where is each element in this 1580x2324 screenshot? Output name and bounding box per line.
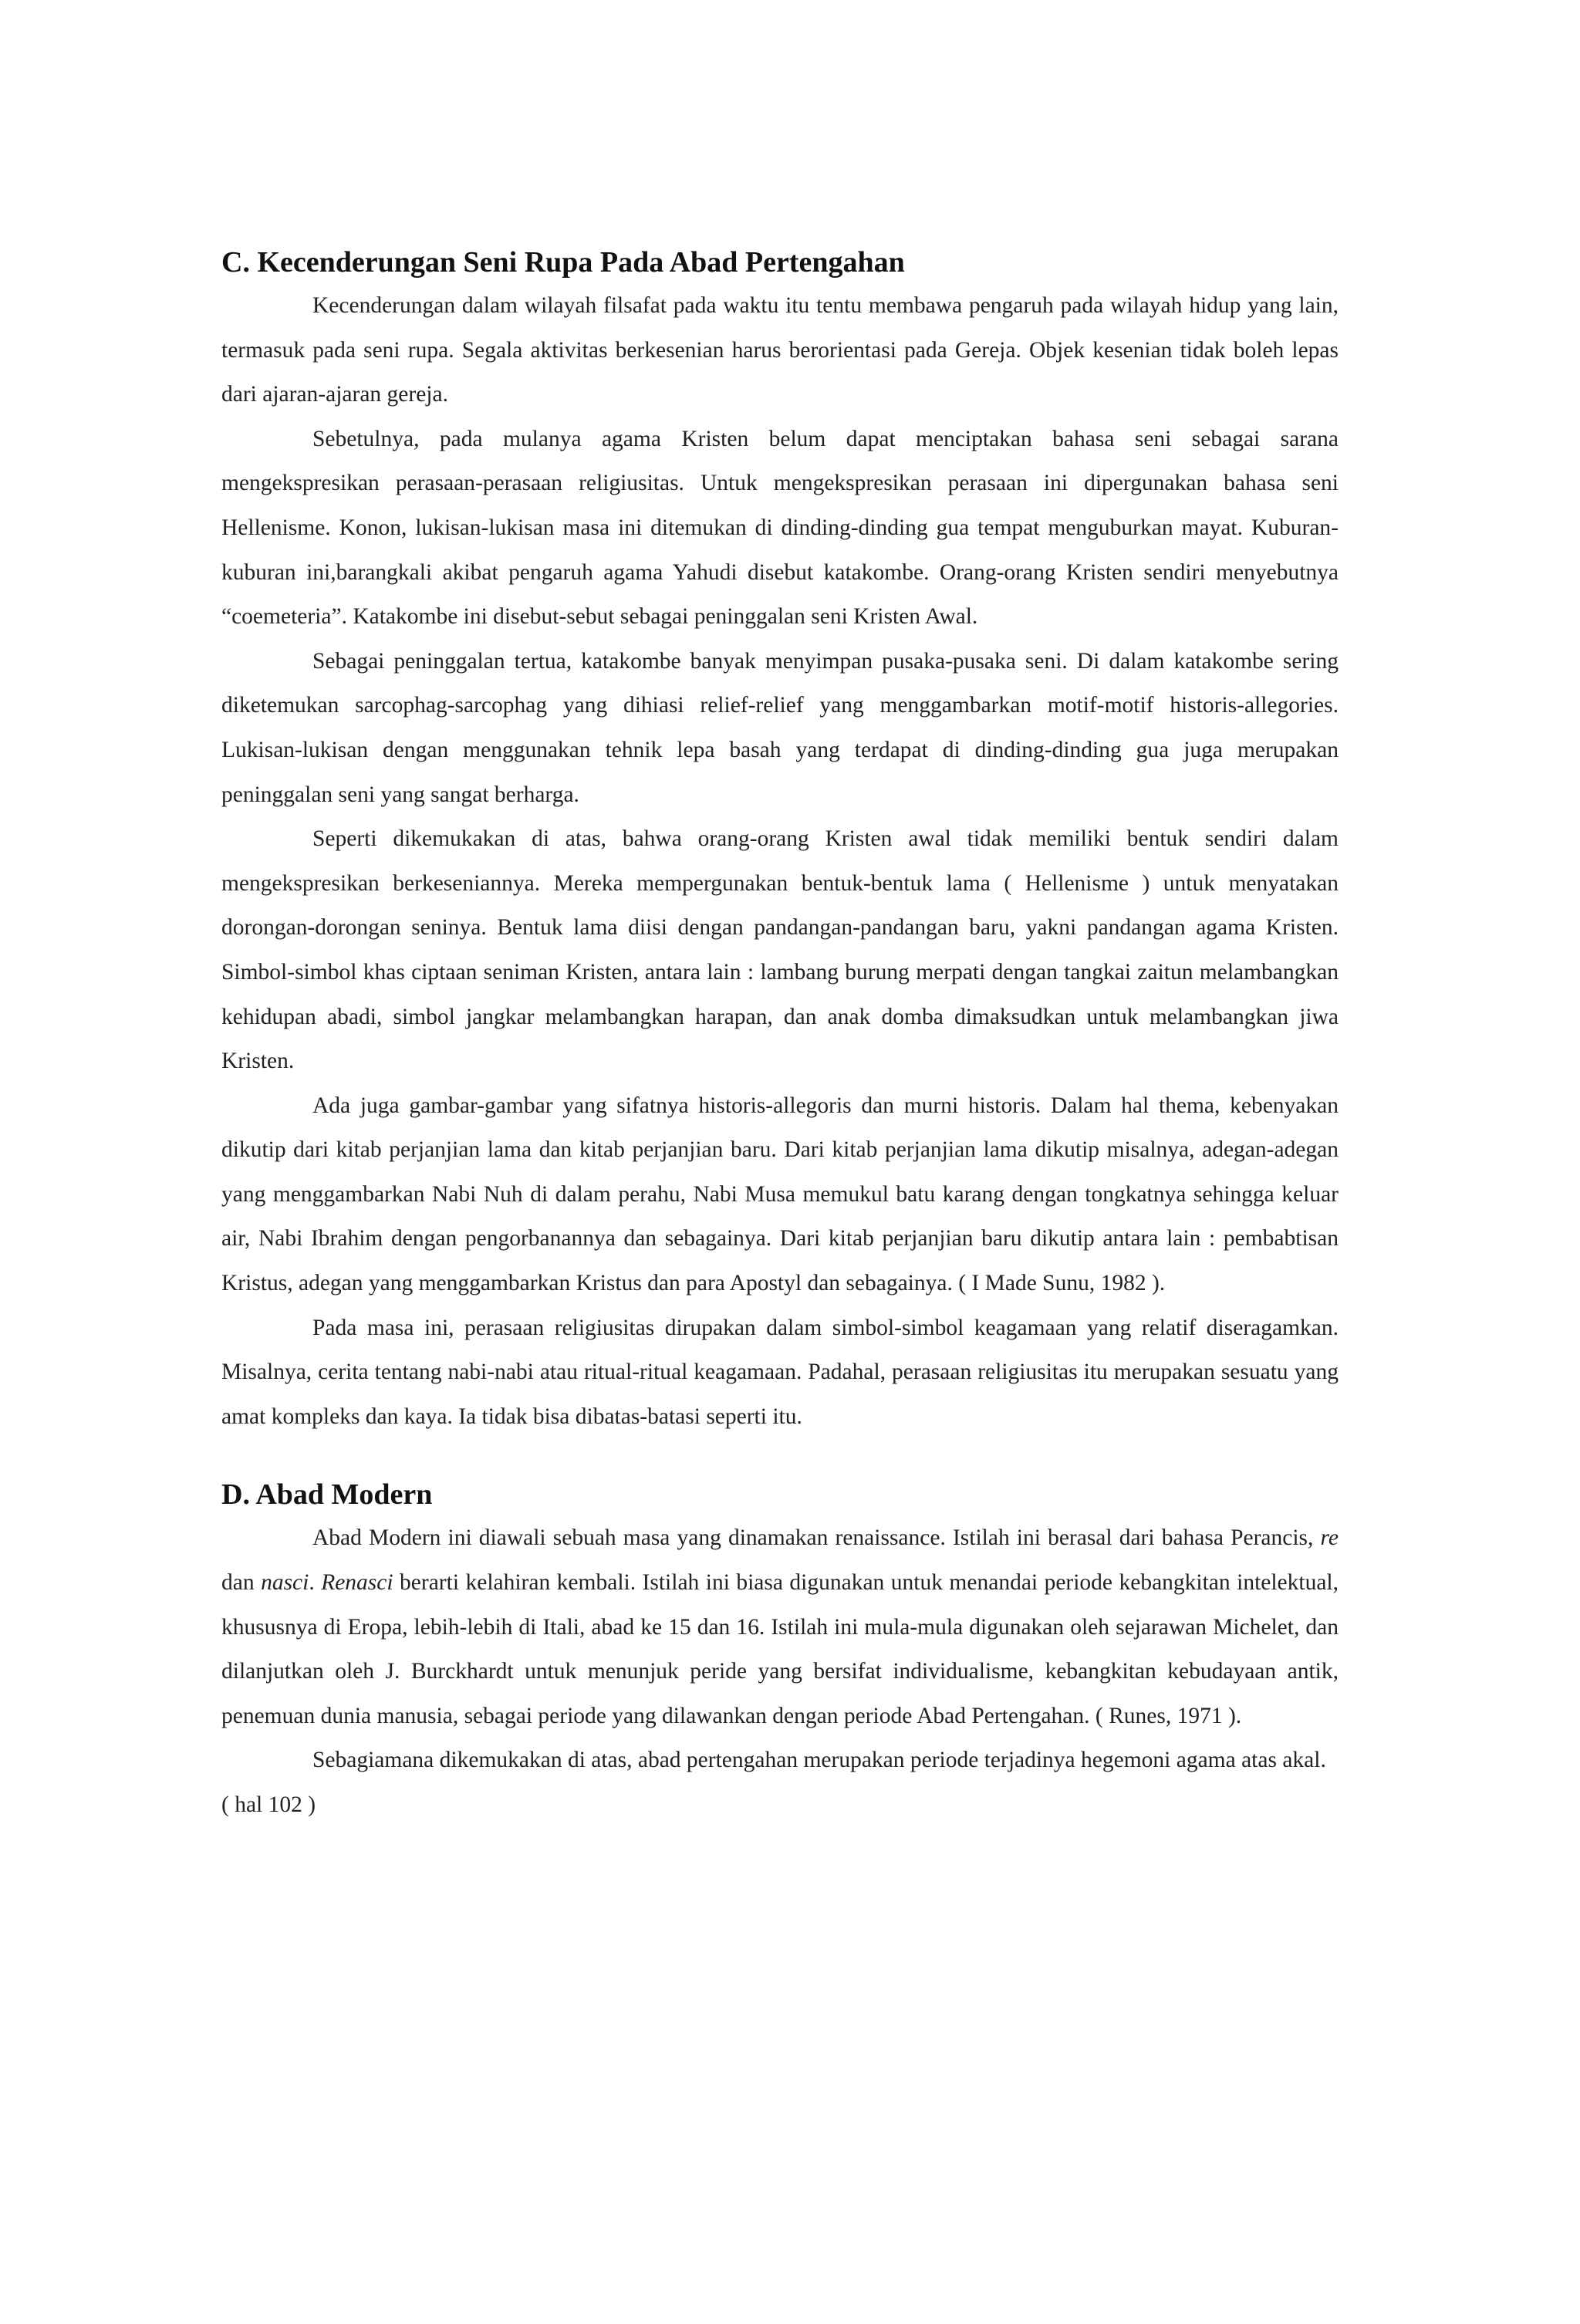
text-run: . — [309, 1570, 322, 1596]
text-run: berarti kelahiran kembali. Istilah ini biasa digunakan untuk menandai periode kebangkitan intelektual, khususnya di Eropa, lebih-lebih di Itali, abad ke 15 dan 16. Istilah ini mula-mula digunakan oleh sejarawan Michelet, dan dilanjutkan oleh J. Burckhardt untuk menunjuk peride yang bersifat individualisme, kebangkitan kebudayaan antik, penemuan dunia manusia, sebagai periode yang dilawankan dengan periode Abad Pertengahan. ( Runes, 1971 ). — [221, 1570, 1339, 1728]
section-c-paragraph-4: Seperti dikemukakan di atas, bahwa orang-orang Kristen awal tidak memiliki bentuk sendiri dalam mengekspresikan berkeseniannya. Mereka mempergunakan bentuk-bentuk lama ( Hellenisme ) untuk menyatakan dorongan-dorongan seninya. Bentuk lama diisi dengan pandangan-pandangan baru, yakni pandangan agama Kristen. Simbol-simbol khas ciptaan seniman Kristen, antara lain : lambang burung merpati dengan tangkai zaitun melambangkan kehidupan abadi, simbol jangkar melambangkan harapan, dan anak domba dimaksudkan untuk melambangkan jiwa Kristen. — [221, 826, 1339, 1074]
italic-term-renasci: Renasci — [321, 1570, 393, 1596]
text-run: dan — [221, 1570, 262, 1596]
section-d-paragraph-2: Sebagiamana dikemukakan di atas, abad pertengahan merupakan periode terjadinya hegemoni agama atas akal. ( hal 102 ) — [221, 1748, 1326, 1817]
section-c-paragraph-2: Sebetulnya, pada mulanya agama Kristen belum dapat menciptakan bahasa seni sebagai sarana mengekspresikan perasaan-perasaan religiusitas. Untuk mengekspresikan perasaan ini dipergunakan bahasa seni Hellenisme. Konon, lukisan-lukisan masa ini ditemukan di dinding-dinding gua tempat menguburkan mayat. Kuburan-kuburan ini,barangkali akibat pengaruh agama Yahudi disebut katakombe. Orang-orang Kristen sendiri menyebutnya “coemeteria”. Katakombe ini disebut-sebut sebagai peninggalan seni Kristen Awal. — [221, 426, 1339, 630]
italic-term-re: re — [1320, 1525, 1339, 1551]
section-c-paragraph-5: Ada juga gambar-gambar yang sifatnya historis-allegoris dan murni historis. Dalam hal thema, kebenyakan dikutip dari kitab perjanjian lama dan kitab perjanjian baru. Dari kitab perjanjian lama dikutip misalnya, adegan-adegan yang menggambarkan Nabi Nuh di dalam perahu, Nabi Musa memukul batu karang dengan tongkatnya sehingga keluar air, Nabi Ibrahim dengan pengorbanannya dan sebagainya. Dari kitab perjanjian baru dikutip antara lain : pembabtisan Kristus, adegan yang menggambarkan Kristus dan para Apostyl dan sebagainya. ( I Made Sunu, 1982 ). — [221, 1093, 1339, 1296]
section-c-heading: C. Kecenderungan Seni Rupa Pada Abad Pertengahan — [221, 246, 905, 279]
section-c-paragraph-6: Pada masa ini, perasaan religiusitas dirupakan dalam simbol-simbol keagamaan yang relatif diseragamkan. Misalnya, cerita tentang nabi-nabi atau ritual-ritual keagamaan. Padahal, perasaan religiusitas itu merupakan sesuatu yang amat kompleks dan kaya. Ia tidak bisa dibatas-batasi seperti itu. — [221, 1315, 1339, 1429]
text-run: Abad Modern ini diawali sebuah masa yang dinamakan renaissance. Istilah ini berasal dari bahasa Perancis, — [312, 1525, 1321, 1551]
section-d-paragraph-1 — [221, 1516, 1339, 1738]
section-c-paragraph-1: Kecenderungan dalam wilayah filsafat pada waktu itu tentu membawa pengaruh pada wilayah hidup yang lain, termasuk pada seni rupa. Segala aktivitas berkesenian harus berorientasi pada Gereja. Objek kesenian tidak boleh lepas dari ajaran-ajaran gereja. — [221, 293, 1339, 407]
document-body — [221, 244, 1339, 1828]
section-d-heading: D. Abad Modern — [221, 1478, 433, 1512]
italic-term-nasci: nasci — [261, 1570, 309, 1596]
section-c-paragraph-3: Sebagai peninggalan tertua, katakombe banyak menyimpan pusaka-pusaka seni. Di dalam katakombe sering diketemukan sarcophag-sarcophag yang dihiasi relief-relief yang menggambarkan motif-motif historis-allegories. Lukisan-lukisan dengan menggunakan tehnik lepa basah yang terdapat di dinding-dinding gua juga merupakan peninggalan seni yang sangat berharga. — [221, 648, 1339, 807]
